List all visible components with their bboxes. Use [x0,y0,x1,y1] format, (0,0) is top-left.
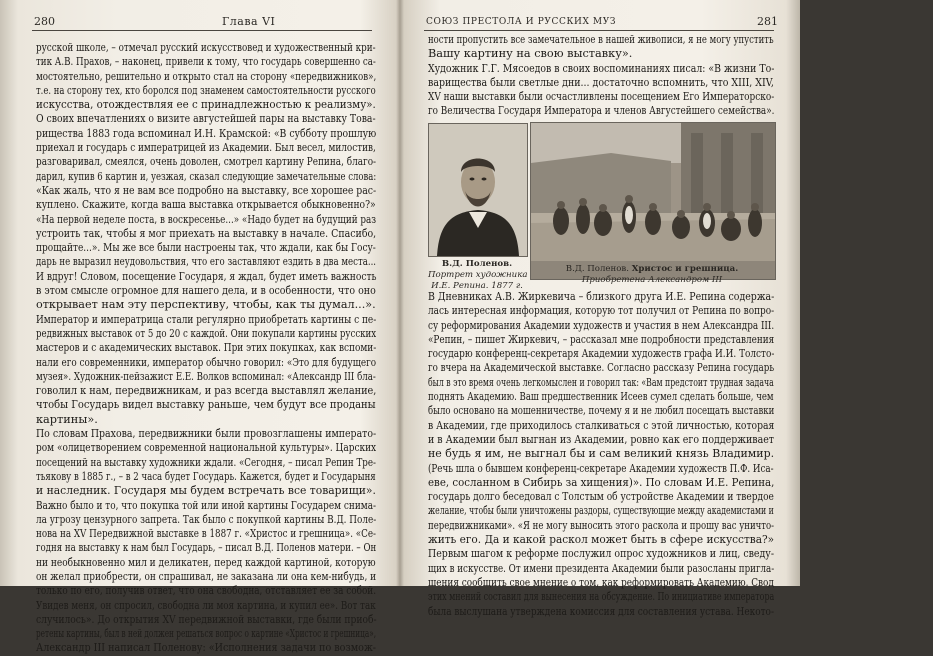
text-line: О своих впечатлениях о визите августейшей пары на выставку Това- [36,112,376,126]
text-line: музея». Художник-пейзажист Е.Е. Волков вспоминал: «Александр III бла- [36,369,376,383]
text-line: ретены картины, был в ней должен решаться вопрос о картине «Христос и грешница», [36,627,377,641]
text-line: был в это время очень легкомыслен и говорил так: «Вам предстоит трудная задача [428,375,774,389]
text-line: приехал и государь с императрицей из Академии. Был весел, милостив, [36,141,376,155]
text-line: жить его. Да и какой раскол может быть в сфере искусства?» [428,533,775,547]
text-line: XV наши выставки были осчастливлены посещением Его Императорско- [428,90,775,104]
text-line: В Дневниках А.В. Жиркевича – близкого друга И.Е. Репина содержа- [428,290,775,303]
text-line: куплено. Скажите, когда ваша выставка открывается обыкновенно?» [36,198,376,212]
text-line: ни необыкновенно мил и деликатен, перед каждой картиной, которую [36,555,376,569]
text-line: рищества 1883 года вспоминал И.Н. Крамской: «В субботу прошлую [36,126,377,140]
text-line: дарь не выразил неудовольствия, что его заставляют ездить в два места... [36,255,377,269]
portrait-caption-line1: Портрет художника [428,270,528,280]
text-line: И вдруг! Словом, посещение Государя, я ждал, будет иметь важность [36,269,377,283]
text-line: не будь я им, не выгнал бы и сам великий князь Владимир. [428,447,775,461]
text-line: Художник Г.Г. Мясоедов в своих воспоминаниях писал: «В жизни То- [428,61,775,75]
christ-and-sinner-painting-image [531,123,775,261]
text-line: посещений на выставку художники ждали. «Сегодня, – писал Репин Тре- [36,455,376,469]
portrait-caption-name: В.Д. Поленов. [441,259,513,269]
text-line: редвижных выставок от 5 до 20 с каждой. Они покупали картины русских [36,326,377,340]
text-line: ром «олицетворением современной национальной культуры». Царских [36,441,377,455]
right-page-text-bottom [428,290,933,619]
portrait-caption [428,259,526,292]
text-line: Важно было и то, что покупка той или иной картины Государем снима- [36,498,377,512]
text-line: ности пропустить все замечательное в нашей живописи, я не могу упустить [428,33,774,46]
text-line: варищества были светлые дни... достаточно вспомнить, что XIII, XIV, [428,75,774,89]
text-line: Вашу картину на свою выставку». [428,47,633,61]
text-line: и наследник. Государя мы будем встречать все товарищи». [36,484,376,498]
text-line: и в Академии был выгнан из Академии, ровно как его поддерживает [428,432,775,446]
text-line: тьякову в 1885 г., – в 2 часа будет Государь. Кажется, будет и Государыня [36,469,376,483]
text-line: «На первой неделе поста, в воскресенье...» «Надо будет на будущий раз [36,212,377,226]
left-page-number: 280 [34,15,55,28]
left-page [0,0,398,655]
repin-portrait-image [429,124,527,256]
text-line: он желал приобрести, он спрашивал, не заказана ли она кем-нибудь, и [36,569,377,583]
text-line: было основано на мошенничестве, почему я и не любил посещать выставки [428,404,775,418]
text-line: в этом смысле огромное для нашего дела, и в особенности, что оно [36,284,376,298]
text-line: нали его современники, император обычно говорил: «Это для будущего [36,355,377,369]
text-line: желание, чтобы были уничтожены раздоры, существующие между академистами и [428,504,774,518]
text-line: т.е. на сторону тех, кто боролся под знаменем самостоятельности русского [36,83,376,97]
text-line: лась интересная информация, которую тот получил от Репина по вопро- [428,304,775,318]
text-line: нова на XV Передвижной выставке в 1887 г. «Христос и грешница». «Се- [36,527,376,541]
right-header-rule [424,30,774,31]
text-line: го Величества Государя Императора и членов Августейшего семейства». [428,104,775,118]
text-line: «Как жаль, что я не вам все подробно на выставку, все хорошее рас- [36,183,377,197]
portrait-caption-line2: И.Е. Репина. 1877 г. [431,281,523,291]
text-line: го вчера на Академической выставке. Согласно рассказу Репина государь [428,361,775,375]
text-line: государю конференц-секретаря Академии художеств графа И.И. Толсто- [428,347,775,361]
left-running-title: Глава VI [222,15,276,28]
painting-caption-note: Приобретена Александром III [581,275,723,285]
text-line: в Академии, где приходилось сталкиваться с этой личностью, которая [428,418,775,432]
text-line: прощайте...». Мы же все были настроены так, что ждали, как бы Госу- [36,241,376,255]
painting-caption [530,264,774,286]
text-line: открывает нам эту перспективу, чтобы, как ты думал...». [36,298,376,312]
painting-caption-title: Христос и грешница. [631,264,739,274]
text-line: мастеров и с академических выставок. При этих покупках, как вспоми- [36,341,377,355]
text-line: поднять Академию. Ваш предшественник Исеев сумел сделать больше, чем [428,390,774,404]
text-line: Александр III написал Поленову: «Исполнения задачи по возмож- [36,641,377,655]
text-line: случилось». До открытия XV передвижной выставки, где были приоб- [36,612,377,626]
portrait-photo [428,123,528,257]
text-line: щих в искусстве. От имени президента Академии были разосланы пригла- [428,561,775,575]
text-line: дарил, купив 6 картин и, уезжая, сказал следующие замечательные слова: [36,169,377,183]
text-line: Первым шагом к реформе послужил опрос художников и лиц, сведу- [428,547,775,561]
text-line: только по его, получив ответ, что она свободна, отставляет ее за собой. [36,584,377,598]
right-page-number: 281 [757,15,778,28]
text-line: тик А.В. Прахов, – наконец, привели к тому, что государь совершенно са- [36,55,376,69]
right-page [402,0,800,618]
text-line: искусства, отождествляя ее с принадлежностью к реализму». [36,98,376,112]
text-line: русской школе, – отмечал русский искусствовед и художественный кри- [36,41,376,54]
painting-photo [530,122,776,280]
text-line: этих мнений составил для вынесения на обсуждение. По инициативе императора [428,590,775,604]
text-line: была выслушана утверждена комиссия для составления устава. Некото- [428,604,774,618]
right-running-title: СОЮЗ ПРЕСТОЛА И РУССКИХ МУЗ [426,17,617,27]
text-line: шения сообщить свое мнение о том, как реформировать Академию. Свод [428,575,774,589]
text-line: су реформирования Академии художеств и участия в нем Александра III. [428,318,775,332]
text-line: «Репин, – пишет Жиркевич, – рассказал мне подробности представления [428,332,775,346]
text-line: передвижниками». «Я не могу выносить этого раскола и прошу вас уничто- [428,518,775,532]
text-line: Император и императрица стали регулярно приобретать картины с пе- [36,312,377,326]
painting-caption-author: В.Д. Поленов. [565,264,629,274]
text-line: картины». [36,412,98,426]
text-line: устроить так, чтобы я мог приехать на выставку в начале. Спасибо, [36,226,377,240]
right-page-text-top [428,33,888,119]
text-line: государь долго беседовал с Толстым об устройстве Академии и твердое [428,490,774,504]
text-line: Увидев меня, он спросил, свободна ли моя картина, и купил ее». Вот так [36,598,376,612]
text-line: разговаривал, смеялся, очень доволен, смотрел картину Репина, благо- [36,155,377,169]
text-line: ла угрозу цензурного запрета. Так было с покупкой картины В.Д. Поле- [36,512,377,526]
text-line: еве, сосланном в Сибирь за хищения)». По словам И.Е. Репина, [428,475,775,489]
text-line: (Речь шла о бывшем конференц-секретаре Академии художеств П.Ф. Иса- [428,461,774,475]
text-line: мостоятельно, решительно и открыто стал на сторону «передвижников», [36,69,377,83]
text-line: годня на выставку к нам был Государь, – писал В.Д. Поленов матери. – Он [36,541,377,555]
painting-caption-main [530,264,774,275]
text-line: По словам Прахова, передвижники были провозглашены императо- [36,427,377,441]
text-line: говолил к нам, передвижникам, и раз всегда выставлял желание, [36,384,377,398]
left-header-rule [32,30,372,31]
text-line: чтобы Государь видел выставку раньше, чем будут все проданы [36,398,376,412]
